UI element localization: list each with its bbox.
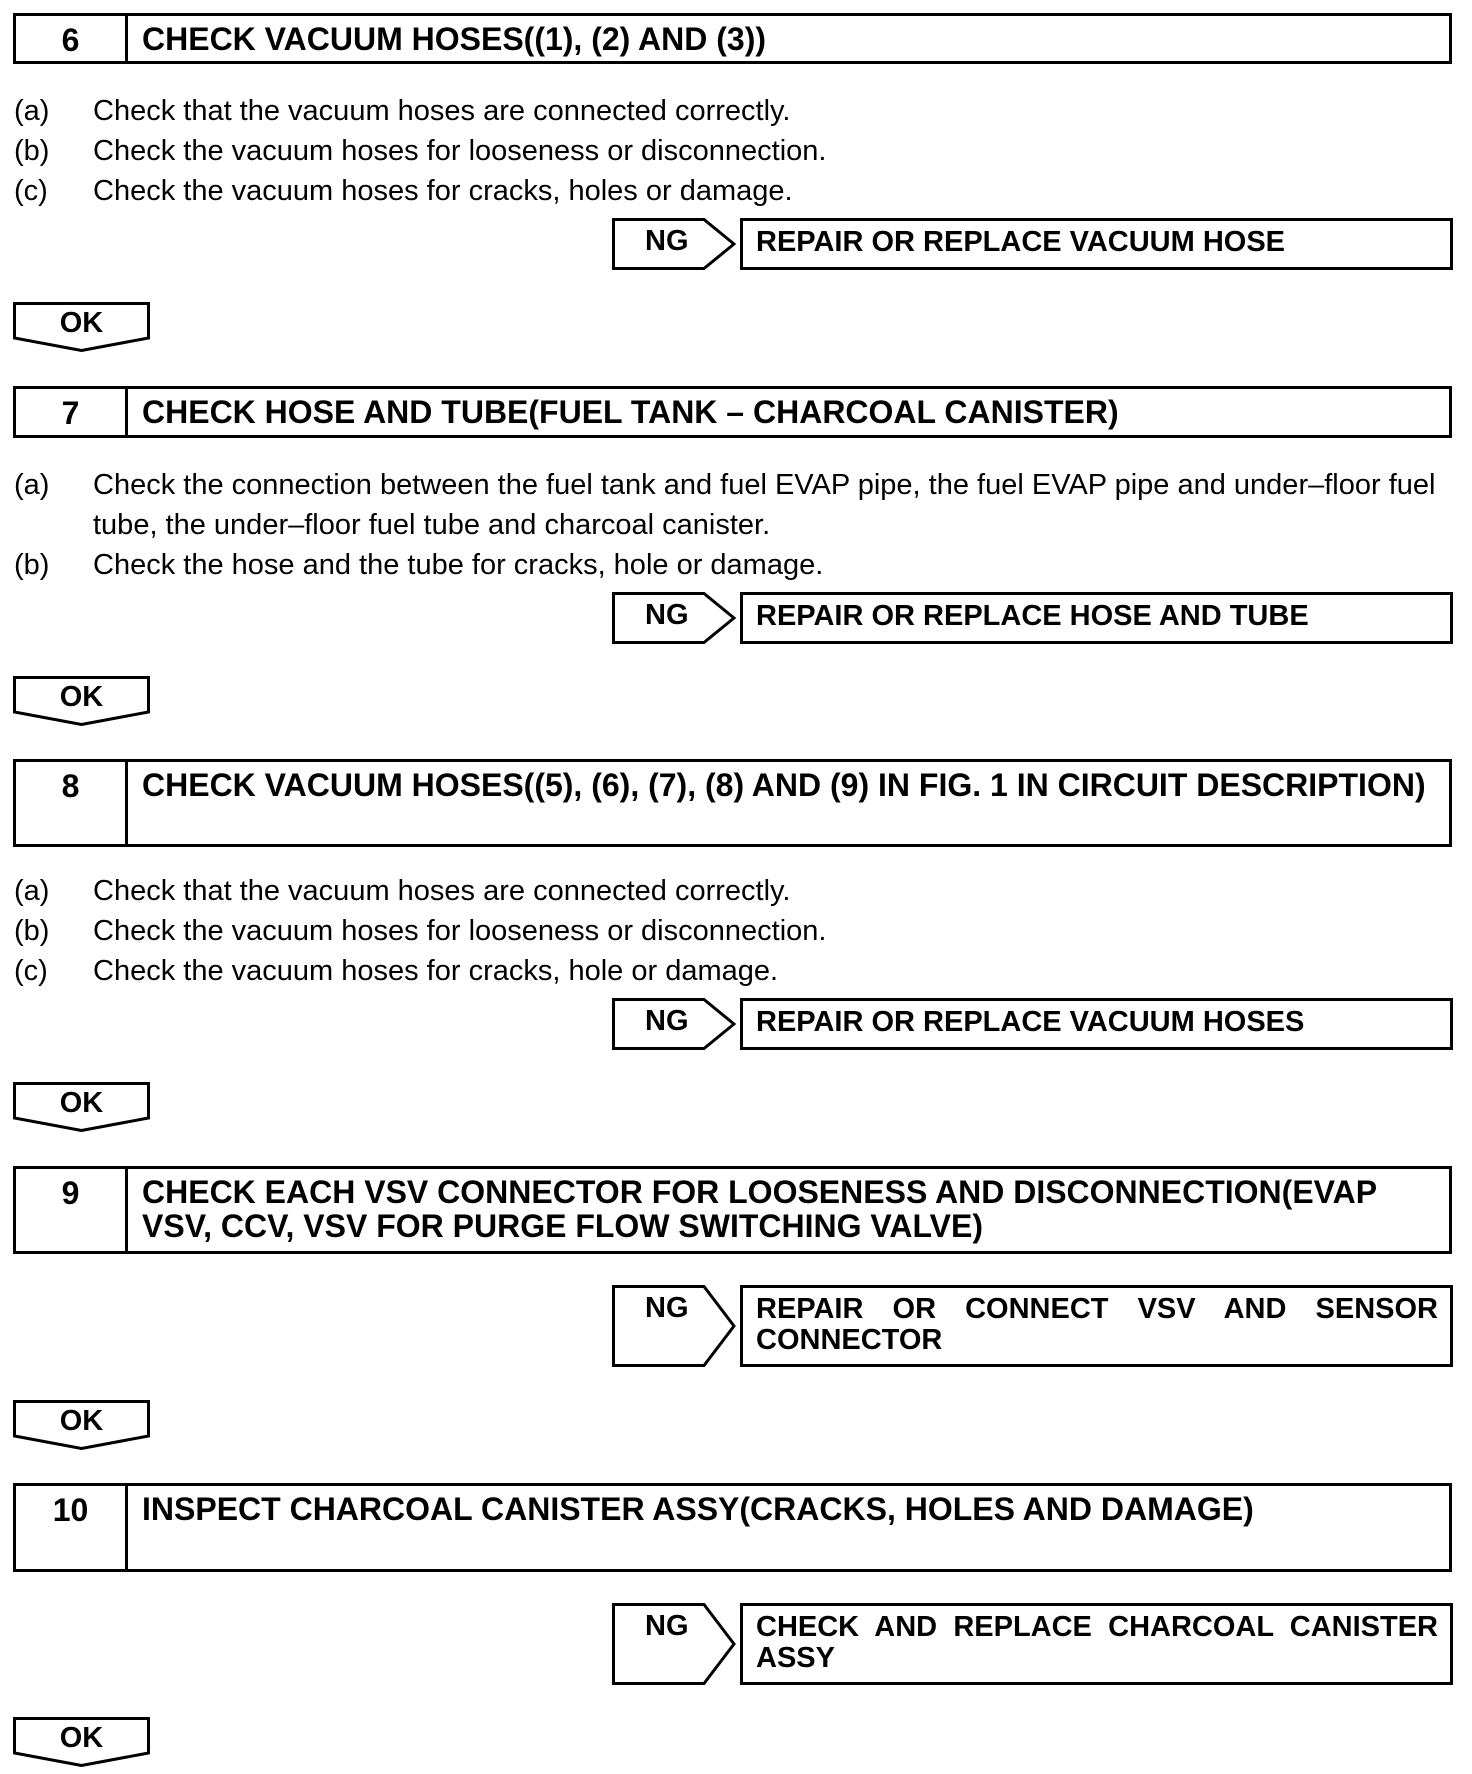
list-item (14, 871, 1454, 911)
item-label: (b) (14, 915, 50, 947)
ng-action-box: REPAIR OR REPLACE VACUUM HOSE (740, 218, 1453, 270)
ok-arrow-box (13, 1400, 150, 1450)
step-header (13, 386, 1452, 438)
ng-label: NG (645, 225, 689, 257)
ng-arrow-box (612, 1285, 736, 1367)
step-title: CHECK VACUUM HOSES((1), (2) AND (3)) (142, 21, 766, 57)
item-label: (b) (14, 135, 50, 167)
step-header (13, 1166, 1452, 1254)
item-label: (b) (14, 549, 50, 581)
ok-label: OK (59, 1087, 104, 1119)
ng-label: NG (645, 1005, 689, 1037)
item-text: Check the vacuum hoses for looseness or disconnection. (93, 915, 827, 947)
ng-action-box: CHECK AND REPLACE CHARCOAL CANISTER ASSY (740, 1603, 1453, 1685)
step-number: 9 (16, 1169, 128, 1251)
step-number: 8 (16, 762, 128, 844)
ng-label: NG (645, 1610, 689, 1642)
ok-label: OK (59, 1405, 104, 1437)
check-list (14, 91, 1454, 211)
ok-arrow-box (13, 302, 150, 352)
item-text: Check the vacuum hoses for looseness or disconnection. (93, 135, 827, 167)
list-item (14, 545, 1454, 585)
ng-action-box: REPAIR OR REPLACE VACUUM HOSES (740, 998, 1453, 1050)
item-text: Check the vacuum hoses for cracks, holes or damage. (93, 175, 793, 207)
step-title: CHECK EACH VSV CONNECTOR FOR LOOSENESS AND DISCONNECTION(EVAP VSV, CCV, VSV FOR PURGE FLOW SWITCHING VALVE) (142, 1174, 1377, 1244)
list-item (14, 91, 1454, 131)
list-item (14, 911, 1454, 951)
ng-action-box: REPAIR OR REPLACE HOSE AND TUBE (740, 592, 1453, 644)
step-header (13, 13, 1452, 64)
item-label: (a) (14, 95, 50, 127)
step-title: INSPECT CHARCOAL CANISTER ASSY(CRACKS, HOLES AND DAMAGE) (142, 1491, 1254, 1527)
step-title: CHECK VACUUM HOSES((5), (6), (7), (8) AND (9) IN FIG. 1 IN CIRCUIT DESCRIPTION) (142, 767, 1426, 803)
ng-label: NG (645, 1292, 689, 1324)
ng-label: NG (645, 599, 689, 631)
item-text: Check the connection between the fuel tank and fuel EVAP pipe, the fuel EVAP pipe and under–floor fuel tube, the under–floor fuel tube and charcoal canister. (93, 469, 1436, 541)
step-number: 10 (16, 1486, 128, 1569)
item-label: (a) (14, 469, 50, 501)
item-text: Check the vacuum hoses for cracks, hole or damage. (93, 955, 779, 987)
step-number: 6 (16, 16, 128, 61)
step-header (13, 1483, 1452, 1572)
step-header (13, 759, 1452, 847)
ok-label: OK (59, 307, 104, 339)
ok-label: OK (59, 1722, 104, 1754)
ng-arrow-box (612, 1603, 736, 1685)
list-item (14, 131, 1454, 171)
item-label: (a) (14, 875, 50, 907)
ng-action-box: REPAIR OR CONNECT VSV AND SENSOR CONNECTOR (740, 1285, 1453, 1367)
item-label: (c) (14, 955, 48, 987)
step-title: CHECK HOSE AND TUBE(FUEL TANK – CHARCOAL CANISTER) (142, 394, 1119, 430)
list-item (14, 465, 1454, 545)
ng-arrow-box (612, 218, 736, 270)
check-list (14, 465, 1454, 585)
ng-arrow-box (612, 998, 736, 1050)
list-item (14, 171, 1454, 211)
step-number: 7 (16, 389, 128, 435)
item-text: Check that the vacuum hoses are connected correctly. (93, 875, 791, 907)
check-list (14, 871, 1454, 991)
ok-label: OK (59, 681, 104, 713)
ok-arrow-box (13, 676, 150, 726)
item-text: Check the hose and the tube for cracks, hole or damage. (93, 549, 824, 581)
item-label: (c) (14, 175, 48, 207)
list-item (14, 951, 1454, 991)
ok-arrow-box (13, 1082, 150, 1132)
ng-arrow-box (612, 592, 736, 644)
ok-arrow-box (13, 1717, 150, 1767)
item-text: Check that the vacuum hoses are connected correctly. (93, 95, 791, 127)
